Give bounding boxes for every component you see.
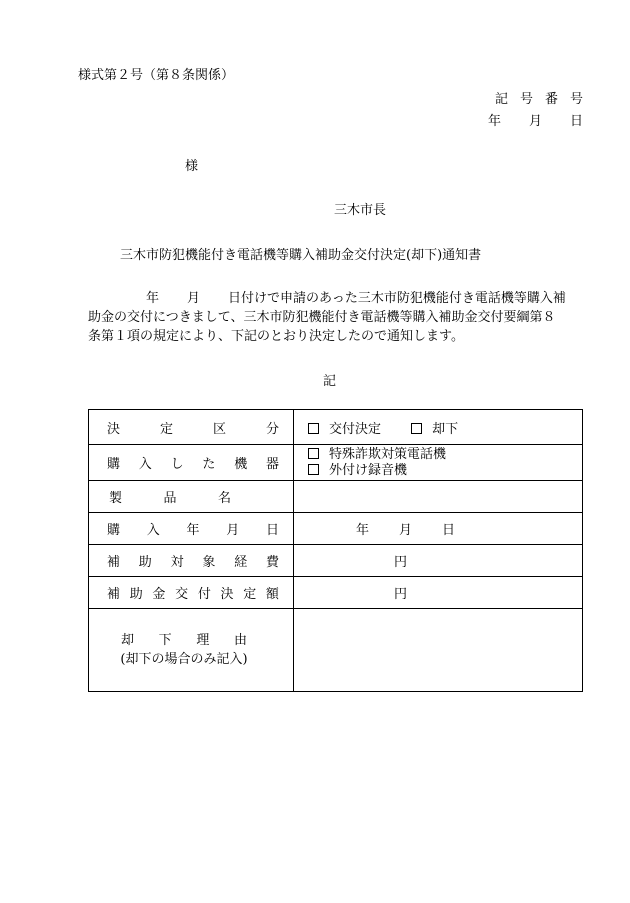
option-reject[interactable] xyxy=(411,418,458,437)
doc-number-char: 記 xyxy=(494,92,508,107)
doc-number-char: 号 xyxy=(519,92,533,107)
label-char: 日 xyxy=(265,523,279,538)
label-char: た xyxy=(202,457,216,472)
purchase-date-field[interactable] xyxy=(294,513,583,545)
label-char: 定 xyxy=(159,421,173,437)
option-anti-fraud-phone[interactable] xyxy=(308,447,582,463)
yen-unit: 円 xyxy=(394,555,408,570)
checkbox-reject[interactable] xyxy=(411,423,422,434)
yen-unit: 円 xyxy=(394,587,408,602)
option-anti-fraud-phone-label: 特殊詐欺対策電話機 xyxy=(329,446,447,462)
eligible-cost-field[interactable] xyxy=(294,545,583,577)
label-char: し xyxy=(170,457,184,472)
option-external-recorder-label: 外付け録音機 xyxy=(329,462,408,478)
label-char: 理 xyxy=(196,633,210,648)
date-month-unit: 月 xyxy=(528,114,542,129)
table-row-decision-category xyxy=(89,410,583,445)
label-char: 入 xyxy=(146,523,160,538)
label-char: 額 xyxy=(265,587,279,602)
label-char: 費 xyxy=(265,555,279,570)
purchased-device-value xyxy=(294,445,583,481)
rejection-reason-label xyxy=(89,609,294,692)
label-char: 機 xyxy=(234,457,248,472)
label-char: 器 xyxy=(265,457,279,472)
decision-category-label xyxy=(89,410,294,445)
addressee-honorific: 様 xyxy=(185,159,199,174)
label-char: 交 xyxy=(175,587,189,602)
form-number: 様式第２号（第８条関係） xyxy=(78,68,235,83)
body-month-unit: 月 xyxy=(187,291,201,306)
label-char: 象 xyxy=(202,555,216,570)
option-external-recorder[interactable] xyxy=(308,463,582,479)
table-row-product-name xyxy=(89,481,583,513)
purchased-device-label xyxy=(89,445,294,481)
label-char: 由 xyxy=(233,633,247,648)
label-char: 月 xyxy=(226,523,240,538)
label-char: 定 xyxy=(243,587,257,602)
product-name-label xyxy=(89,481,294,513)
checkbox-anti-fraud-phone[interactable] xyxy=(308,448,319,459)
label-char: 分 xyxy=(265,421,279,437)
document-title: 三木市防犯機能付き電話機等購入補助金交付決定(却下)通知書 xyxy=(120,248,482,263)
label-char: 年 xyxy=(186,523,200,538)
label-char: 決 xyxy=(220,587,234,602)
label-char: 製 xyxy=(109,491,123,506)
date-day-unit: 日 xyxy=(569,114,583,129)
eligible-cost-label xyxy=(89,545,294,577)
grant-amount-field[interactable] xyxy=(294,577,583,609)
purchase-day-unit: 日 xyxy=(442,523,456,538)
option-reject-label: 却下 xyxy=(432,421,459,437)
grant-amount-label xyxy=(89,577,294,609)
body-line-2: 助金の交付につきまして、三木市防犯機能付き電話機等購入補助金交付要綱第８ xyxy=(88,310,556,325)
label-char: 金 xyxy=(152,587,166,602)
label-char: 購 xyxy=(107,523,121,538)
option-grant[interactable] xyxy=(308,418,381,437)
notice-body xyxy=(88,289,588,346)
rejection-reason-note: (却下の場合のみ記入) xyxy=(120,652,248,667)
label-char: 補 xyxy=(107,587,121,602)
option-grant-label: 交付決定 xyxy=(329,421,382,437)
document-number-line xyxy=(495,88,583,107)
issuer-name: 三木市長 xyxy=(334,203,387,218)
label-char: 対 xyxy=(170,555,184,570)
label-char: 助 xyxy=(138,555,152,570)
label-char: 名 xyxy=(217,491,231,506)
label-char: 助 xyxy=(129,587,143,602)
body-line-3: 条第１項の規定により、下記のとおり決定したので通知します。 xyxy=(88,329,464,344)
label-char: 入 xyxy=(138,457,152,472)
table-row-rejection-reason xyxy=(89,609,583,692)
body-year-unit: 年 xyxy=(146,291,160,306)
decision-category-value xyxy=(294,410,583,445)
body-line-1 xyxy=(88,289,588,308)
label-char: 品 xyxy=(163,491,177,506)
checkbox-external-recorder[interactable] xyxy=(308,464,319,475)
document-date-line xyxy=(488,110,583,129)
table-row-eligible-cost xyxy=(89,545,583,577)
table-row-grant-amount xyxy=(89,577,583,609)
rejection-reason-field[interactable] xyxy=(294,609,583,692)
doc-number-char: 号 xyxy=(569,92,583,107)
body-line-1-text: 日付けで申請のあった三木市防犯機能付き電話機等購入補 xyxy=(228,291,566,306)
label-char: 購 xyxy=(107,457,121,472)
purchase-month-unit: 月 xyxy=(399,523,413,538)
product-name-field[interactable] xyxy=(294,481,583,513)
date-year-unit: 年 xyxy=(487,114,501,129)
label-char: 区 xyxy=(212,421,226,437)
table-row-purchase-date xyxy=(89,513,583,545)
table-row-purchased-device xyxy=(89,445,583,481)
decision-table xyxy=(88,409,583,692)
record-label: 記 xyxy=(323,374,337,389)
purchase-date-label xyxy=(89,513,294,545)
label-char: 付 xyxy=(197,587,211,602)
purchase-year-unit: 年 xyxy=(356,523,370,538)
label-char: 経 xyxy=(234,555,248,570)
label-char: 補 xyxy=(107,555,121,570)
doc-number-char: 番 xyxy=(544,92,558,107)
label-char: 決 xyxy=(107,421,121,437)
label-char: 下 xyxy=(158,633,172,648)
label-char: 却 xyxy=(121,633,135,648)
checkbox-grant[interactable] xyxy=(308,423,319,434)
